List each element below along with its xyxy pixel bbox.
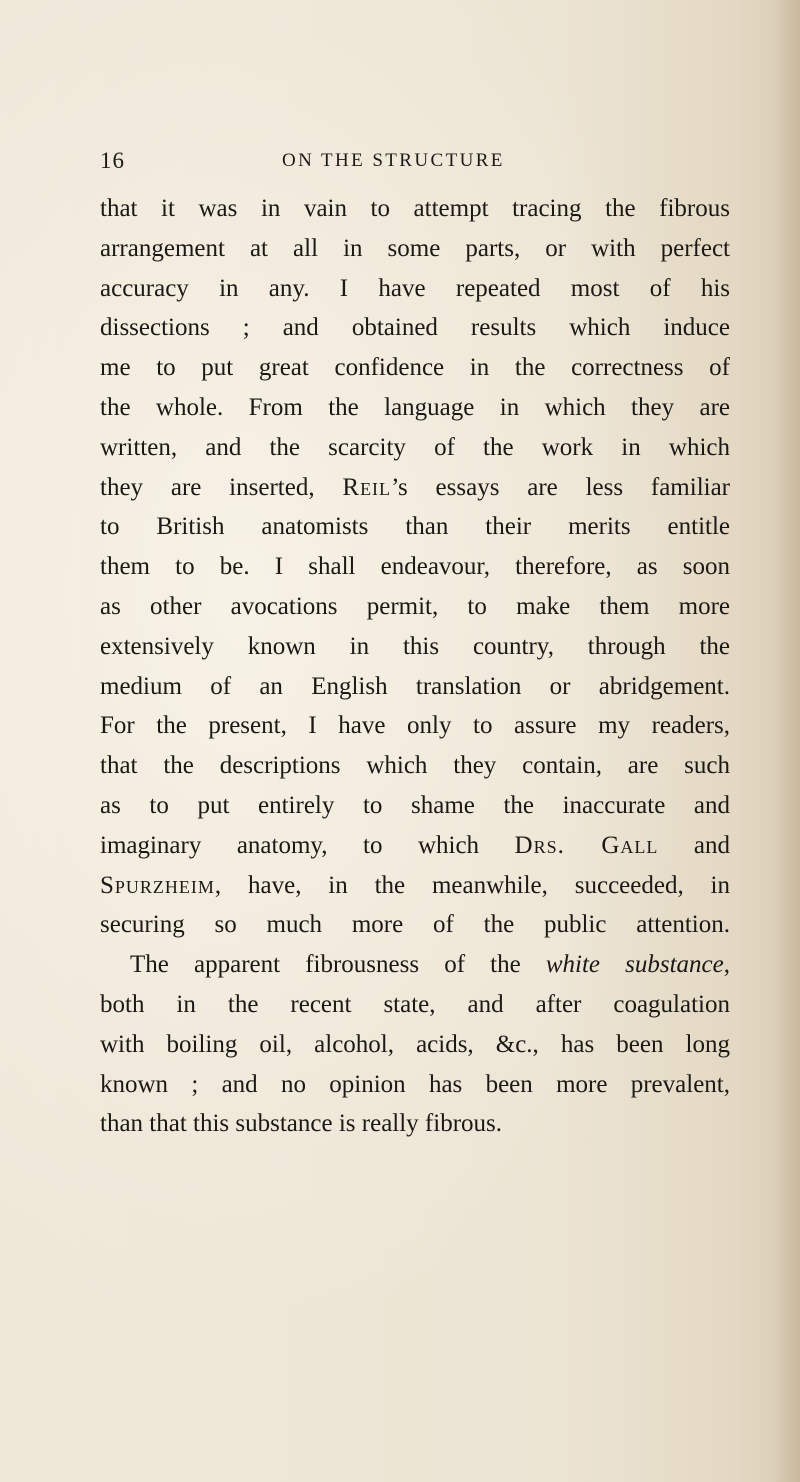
text-line: than that this substance is really fibrous. <box>100 1110 503 1138</box>
text-line: that the descriptions which they contain, are such <box>100 752 730 780</box>
author-name-reil: Reil <box>342 473 392 501</box>
text-line: to British anatomists than their merits entitle <box>100 513 730 541</box>
text-line: the whole. From the language in which they are <box>100 393 730 421</box>
text-line <box>100 866 730 906</box>
text-line: dissections ; and obtained results which induce <box>100 314 730 342</box>
paragraph-start-line <box>100 945 730 985</box>
running-head: ON THE STRUCTURE <box>282 150 505 171</box>
text-run: , <box>723 951 730 979</box>
italic-term: white substance <box>545 951 724 979</box>
author-name-spurzheim: Spurzheim <box>100 871 215 899</box>
text-run: and <box>658 831 730 859</box>
text-line <box>100 468 730 508</box>
page-header <box>100 148 740 178</box>
text-run: , have, in the meanwhile, succeeded, in <box>214 871 730 899</box>
text-line: both in the recent state, and after coagulation <box>100 990 730 1018</box>
text-line: with boiling oil, alcohol, acids, &c., has been long <box>100 1030 730 1058</box>
text-line: securing so much more of the public attention. <box>100 911 730 939</box>
text-line: that it was in vain to attempt tracing the fibrous <box>100 195 730 222</box>
page-edge-shadow <box>772 0 800 1482</box>
text-line: accuracy in any. I have repeated most of his <box>100 274 730 302</box>
text-line: extensively known in this country, through the <box>100 632 730 660</box>
text-line: medium of an English translation or abridgement. <box>100 672 730 700</box>
text-line: arrangement at all in some parts, or with perfect <box>100 234 730 262</box>
text-line: written, and the scarcity of the work in which <box>100 433 730 461</box>
author-names-gall: Drs. Gall <box>514 831 659 859</box>
text-line <box>100 826 730 866</box>
text-line: For the present, I have only to assure my readers, <box>100 712 730 740</box>
text-line: them to be. I shall endeavour, therefore, as soon <box>100 553 730 581</box>
text-line: known ; and no opinion has been more prevalent, <box>100 1070 730 1098</box>
body-text <box>100 189 730 1144</box>
text-run: The apparent fibrousness of the <box>130 951 546 979</box>
page-number: 16 <box>100 148 125 173</box>
text-line: as other avocations permit, to make them more <box>100 592 730 620</box>
text-run: they are inserted, <box>100 473 343 501</box>
text-line: me to put great confidence in the correctness of <box>100 354 730 382</box>
text-run: imaginary anatomy, to which <box>100 831 515 859</box>
text-run: ’s essays are less familiar <box>391 473 731 501</box>
text-line: as to put entirely to shame the inaccurate and <box>100 791 730 819</box>
